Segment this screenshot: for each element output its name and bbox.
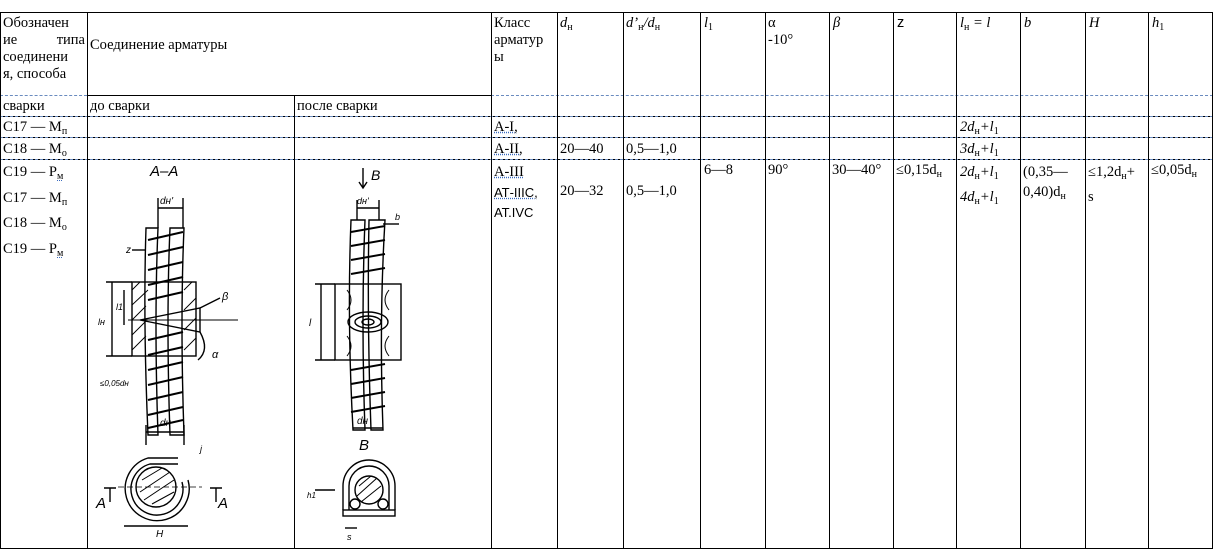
row3-code-line (3, 188, 67, 214)
header-ln-sub: н (964, 22, 970, 33)
row3-code-line (3, 213, 67, 239)
header-h1-symbol: h (1152, 15, 1160, 31)
row3-ratio: 0,5—1,0 (626, 183, 677, 199)
row3-b-line: (0,35— (1023, 164, 1068, 180)
col-line (829, 12, 830, 549)
row3-ln (960, 162, 999, 212)
row2-ln-a: 3d (960, 141, 975, 157)
weld-bead-right (378, 499, 388, 509)
row1-class (494, 119, 518, 136)
dim-gap: ≤0,05dн (100, 379, 129, 388)
header-rebar-class-line: арматур (494, 32, 544, 48)
header-ratio (626, 15, 660, 36)
row3-z-sub: н (936, 169, 942, 180)
header-rebar-class-line: Класс (494, 15, 531, 31)
section-base (343, 510, 395, 516)
header-b: b (1024, 15, 1032, 31)
row2-code (3, 141, 67, 162)
row3-h1 (1151, 162, 1197, 183)
col-line (491, 12, 492, 549)
header-rebar-class (494, 15, 543, 66)
row3-H-rest: + (1126, 164, 1135, 180)
row3-code-text: С19 — Р (3, 240, 57, 257)
dim-h1: h1 (307, 491, 316, 500)
header-alpha (768, 15, 793, 49)
dashed-divider (491, 95, 1213, 96)
header-dn-sub: н (567, 22, 573, 33)
drawing-after-welding (295, 160, 491, 548)
row1-class-text: А-I, (494, 119, 518, 135)
header-H: H (1089, 15, 1100, 31)
header-ratio-sub: н (638, 22, 644, 33)
dim-alpha: α (212, 349, 219, 361)
col-line (1020, 12, 1021, 549)
row3-H-line (1088, 162, 1135, 187)
row3-class-line: А-III (494, 164, 524, 180)
row2-code-sub: о (61, 148, 67, 159)
dashed-divider (0, 137, 1213, 138)
header-l1 (704, 15, 713, 36)
header-designation-line: ие типа (3, 32, 85, 48)
row2-ln (960, 141, 999, 162)
table-border-top (0, 12, 1213, 13)
dim-dn: dн (357, 416, 369, 427)
header-z: z (897, 15, 905, 31)
row3-l1: 6—8 (704, 162, 733, 178)
row3-class-line: АТ.IVC (494, 205, 534, 220)
dim-l: l (309, 318, 312, 329)
col-line (623, 12, 624, 549)
header-ln-symbol: l (960, 15, 965, 31)
dim-beta: β (222, 291, 229, 303)
header-designation-line: соединени (3, 49, 68, 65)
row3-ln-sub2: 1 (993, 171, 999, 182)
row3-H-sub: н (1121, 171, 1127, 182)
col-line (1148, 12, 1149, 549)
row1-ln-sub: н (974, 126, 980, 137)
dim-j: j (200, 444, 202, 454)
arrow-label-b: В (371, 167, 381, 183)
dashed-divider (0, 116, 1213, 117)
row3-ln-a: 2d (960, 164, 975, 180)
row3-code-line (3, 239, 67, 265)
row3-ln-line (960, 162, 999, 187)
header-rebar-class-line: ы (494, 49, 504, 65)
row3-code-sub: м (57, 171, 64, 182)
sleeve-hatch (132, 282, 196, 350)
row1-code-sub: п (61, 126, 68, 137)
row1-ln (960, 119, 999, 140)
col-line (956, 12, 957, 549)
row1-ln-sub2: 1 (993, 126, 999, 137)
row2-class-text: А-II, (494, 141, 523, 157)
row3-ln-line (960, 187, 999, 212)
row3-class (494, 162, 538, 224)
header-connection: Соединение арматуры (90, 37, 228, 53)
alpha-arc (198, 332, 205, 360)
row3-code-text: С18 — М (3, 215, 62, 231)
header-ratio-a: d’ (626, 15, 639, 31)
dim-dn-prime: dн' (357, 196, 369, 206)
row1-code-text: С17 — М (3, 119, 62, 135)
header-alpha-value: -10° (768, 32, 794, 48)
row3-b-text: 0,40)d (1023, 184, 1061, 200)
header-ln-rest: = l (969, 15, 991, 31)
row3-ln-sub2: 1 (993, 196, 999, 207)
header-l1-sub: 1 (708, 22, 714, 33)
row3-code-text: С19 — Р (3, 164, 57, 180)
row3-code-sub: м (57, 247, 64, 259)
rebar-ribs (148, 232, 183, 428)
header-designation-line: я, способа (3, 66, 67, 82)
dim-s: s (347, 532, 352, 542)
section-label-b: В (359, 437, 370, 454)
col-line (700, 12, 701, 549)
row3-alpha: 90° (768, 162, 789, 178)
row3-code-text: С17 — М (3, 189, 62, 206)
col-line (0, 12, 1, 549)
header-ratio-sub: н (654, 22, 661, 33)
dim-ln: lн (98, 317, 105, 327)
dashed-divider (0, 95, 87, 96)
subheader-divider (87, 95, 491, 96)
rebar-left (145, 228, 158, 435)
drawing-before-welding (88, 160, 294, 548)
header-l1-symbol: l (704, 15, 709, 31)
view-arrow (359, 168, 367, 188)
header-dn-symbol: d (560, 15, 568, 31)
dim-z: z (126, 245, 131, 256)
row3-ln-sub: н (974, 196, 980, 207)
row1-ln-a: 2d (960, 119, 975, 135)
header-ln (960, 15, 990, 36)
row2-class (494, 141, 523, 158)
row2-ln-b: +l (979, 141, 994, 157)
row2-ln-sub: н (974, 148, 980, 159)
row3-h1-sub: н (1191, 169, 1197, 180)
row3-code-line (3, 162, 67, 188)
header-h1 (1152, 15, 1164, 36)
weld-bead-left (350, 499, 360, 509)
header-ratio-b: /d (643, 15, 655, 31)
col-line (765, 12, 766, 549)
row1-code (3, 119, 67, 140)
header-designation-tail: сварки (3, 98, 45, 114)
row3-code-sub: о (61, 222, 67, 233)
row3-ln-b: +l (979, 164, 994, 180)
header-dn (560, 15, 573, 36)
table-border-bottom (0, 548, 1213, 549)
section-mark-a-right: А (218, 495, 229, 512)
dim-dn-prime: dн' (160, 196, 173, 207)
header-before-welding: до сварки (90, 98, 150, 114)
header-alpha-symbol: α (768, 15, 776, 31)
row3-b (1023, 162, 1068, 207)
col-line (1085, 12, 1086, 549)
header-after-welding: после сварки (297, 98, 378, 114)
row3-z-a: ≤0,15d (896, 162, 937, 178)
col-line (557, 12, 558, 549)
dim-dn: dн (160, 418, 172, 429)
section-core (355, 476, 383, 504)
dim-l1: l1 (116, 302, 124, 312)
row2-dn: 20—40 (560, 141, 604, 157)
header-h1-sub: 1 (1159, 22, 1165, 33)
row3-codes (3, 162, 67, 264)
row3-ln-a: 4d (960, 189, 975, 205)
row1-ln-b: +l (979, 119, 994, 135)
row3-H-text: ≤1,2d (1088, 164, 1122, 180)
header-beta: β (833, 15, 841, 31)
dim-H: H (156, 529, 164, 540)
row3-H (1088, 162, 1135, 207)
header-designation (3, 15, 85, 83)
row3-z (896, 162, 942, 183)
dim-line (200, 298, 220, 308)
row3-b-sub: н (1060, 191, 1066, 202)
row3-beta: 30—40° (832, 162, 882, 178)
row3-b-line (1023, 182, 1068, 207)
header-designation-line: Обозначен (3, 15, 69, 31)
row2-ln-sub2: 1 (993, 148, 999, 159)
col-line (893, 12, 894, 549)
section-label-aa: А–А (150, 163, 179, 180)
section-mark-a-left: А (96, 495, 107, 512)
row3-ln-b: +l (979, 189, 994, 205)
row3-H-line: s (1088, 189, 1094, 205)
dim-b: b (395, 212, 401, 222)
section-hatch (357, 476, 381, 502)
row3-dn: 20—32 (560, 183, 604, 199)
row3-class-line: АТ-IIIС, (494, 184, 538, 200)
row3-h1-text: ≤0,05d (1151, 162, 1192, 178)
row2-ratio: 0,5—1,0 (626, 141, 677, 157)
row3-ln-sub: н (974, 171, 980, 182)
row2-code-text: С18 — М (3, 141, 62, 157)
row3-code-sub: п (61, 196, 68, 208)
section-hatch (140, 468, 174, 504)
